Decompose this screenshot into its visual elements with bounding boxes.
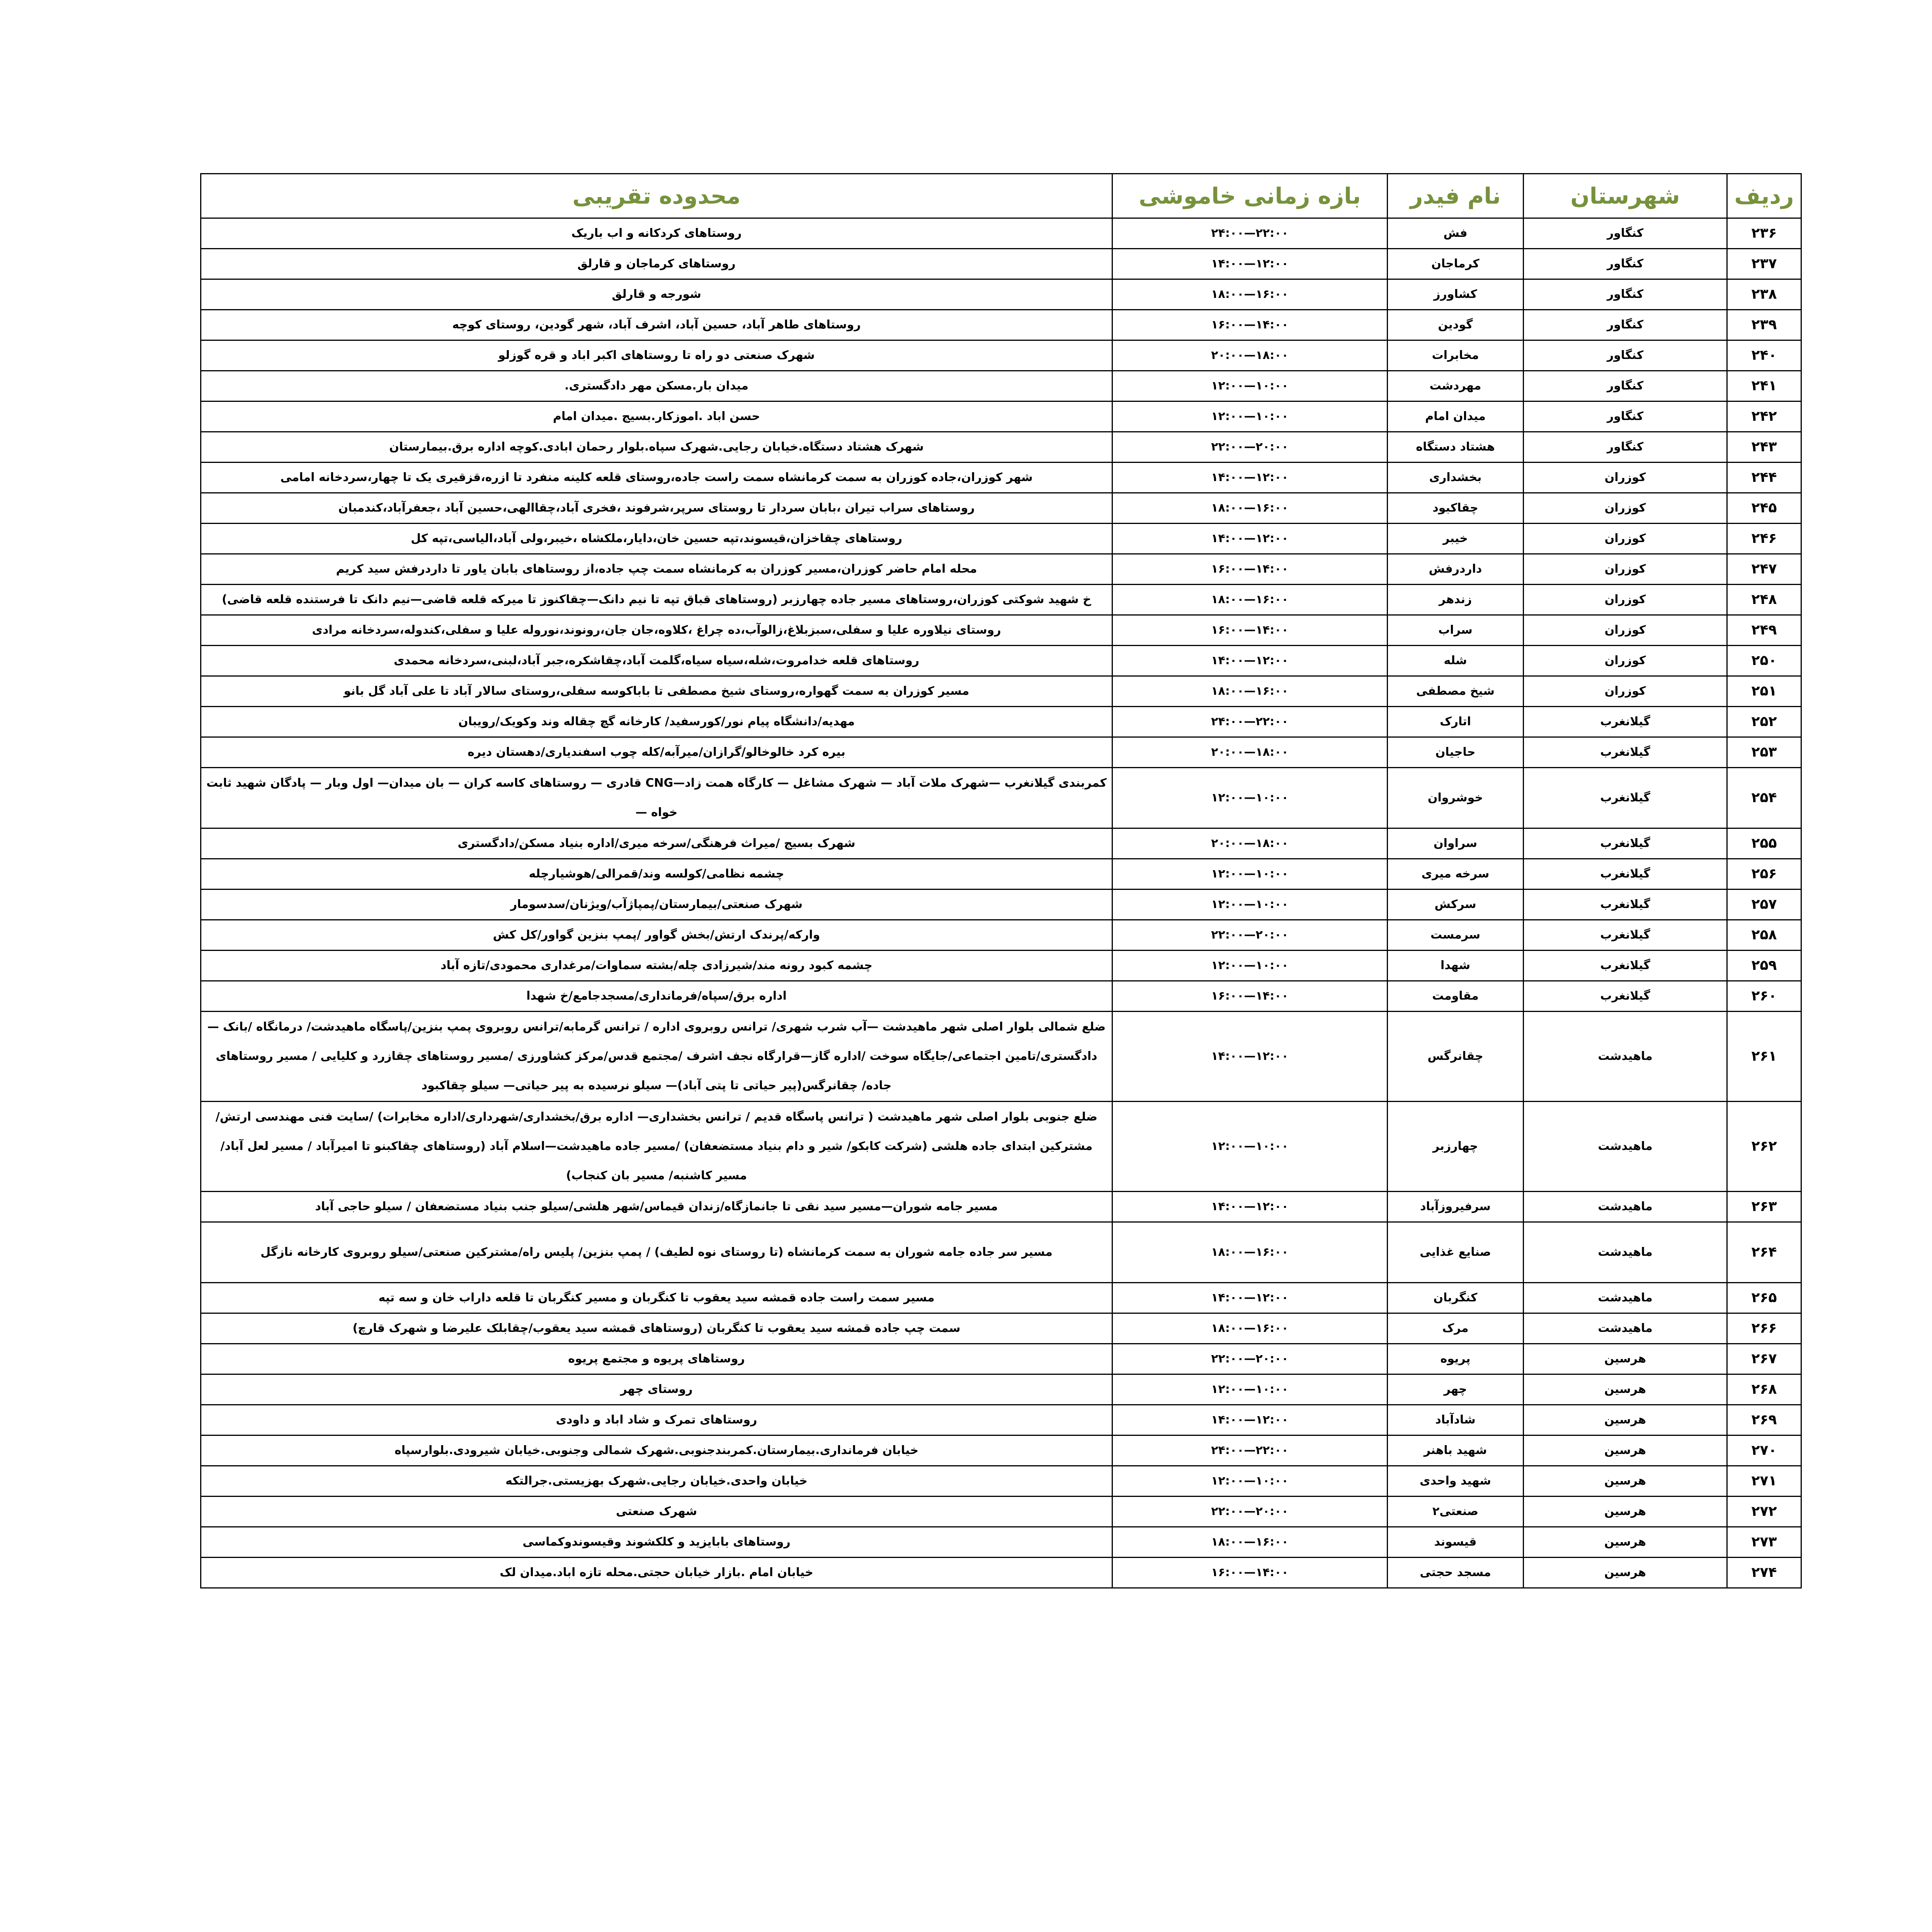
cell-outage-time: ۱۰:۰۰—۱۲:۰۰ — [1112, 1374, 1388, 1405]
table-row — [201, 1466, 1801, 1497]
cell-row-number: ۲۵۱ — [1727, 676, 1801, 707]
cell-outage-time: ۱۰:۰۰—۱۲:۰۰ — [1112, 1466, 1388, 1497]
cell-approximate-area: روستای چهر — [201, 1374, 1112, 1405]
cell-county: کنگاور — [1524, 218, 1727, 249]
table-row — [201, 828, 1801, 859]
cell-feeder-name: شادآباد — [1388, 1405, 1524, 1435]
cell-feeder-name: مرک — [1388, 1313, 1524, 1344]
cell-outage-time: ۱۰:۰۰—۱۲:۰۰ — [1112, 889, 1388, 920]
cell-row-number: ۲۴۵ — [1727, 493, 1801, 524]
cell-outage-time: ۱۶:۰۰—۱۸:۰۰ — [1112, 1527, 1388, 1558]
cell-approximate-area: مسیر سر جاده جامه شوران به سمت کرمانشاه (تا روستای نوه لطیف) / پمپ بنزین/ پلیس راه/مشترکین صنعتی/سیلو روبروی کارخانه نازگل — [201, 1222, 1112, 1283]
cell-outage-time: ۱۰:۰۰—۱۲:۰۰ — [1112, 1102, 1388, 1192]
cell-feeder-name: سرفیروزآباد — [1388, 1192, 1524, 1222]
cell-county: ماهیدشت — [1524, 1192, 1727, 1222]
header-outage-time: بازه زمانی خاموشی — [1112, 174, 1388, 218]
table-row — [201, 646, 1801, 676]
cell-county: ماهیدشت — [1524, 1102, 1727, 1192]
cell-county: کنگاور — [1524, 432, 1727, 463]
table-row — [201, 340, 1801, 371]
cell-county: کوزران — [1524, 646, 1727, 676]
cell-feeder-name: کنگربان — [1388, 1283, 1524, 1313]
cell-county: کنگاور — [1524, 310, 1727, 340]
cell-approximate-area: مهدیه/دانشگاه پیام نور/کورسفید/ کارخانه گچ چقاله وند وکویک/رویبان — [201, 707, 1112, 737]
cell-row-number: ۲۶۹ — [1727, 1405, 1801, 1435]
cell-county: هرسین — [1524, 1558, 1727, 1588]
table-row — [201, 554, 1801, 585]
table-body — [201, 218, 1801, 1588]
cell-approximate-area: شورجه و قارلق — [201, 279, 1112, 310]
cell-approximate-area: اداره برق/سپاه/فرمانداری/مسجدجامع/خ شهدا — [201, 981, 1112, 1012]
cell-approximate-area: شهرک صنعتی دو راه تا روستاهای اکبر اباد و قره گوزلو — [201, 340, 1112, 371]
cell-row-number: ۲۴۳ — [1727, 432, 1801, 463]
table-row — [201, 432, 1801, 463]
cell-feeder-name: کرماجان — [1388, 249, 1524, 279]
cell-feeder-name: پریوه — [1388, 1344, 1524, 1374]
cell-approximate-area: روستاهای کردکانه و اب باریک — [201, 218, 1112, 249]
cell-approximate-area: میدان بار.مسکن مهر دادگستری. — [201, 371, 1112, 401]
cell-outage-time: ۱۰:۰۰—۱۲:۰۰ — [1112, 401, 1388, 432]
cell-feeder-name: شهید واحدی — [1388, 1466, 1524, 1497]
table-row — [201, 889, 1801, 920]
cell-outage-time: ۱۶:۰۰—۱۸:۰۰ — [1112, 493, 1388, 524]
cell-feeder-name: سراب — [1388, 615, 1524, 646]
cell-feeder-name: هشتاد دستگاه — [1388, 432, 1524, 463]
cell-row-number: ۲۴۷ — [1727, 554, 1801, 585]
cell-feeder-name: مسجد حجتی — [1388, 1558, 1524, 1588]
cell-county: هرسین — [1524, 1497, 1727, 1527]
table-row — [201, 737, 1801, 768]
cell-outage-time: ۲۰:۰۰—۲۲:۰۰ — [1112, 1497, 1388, 1527]
table-row — [201, 1222, 1801, 1283]
cell-outage-time: ۱۴:۰۰—۱۶:۰۰ — [1112, 554, 1388, 585]
cell-feeder-name: فش — [1388, 218, 1524, 249]
cell-county: ماهیدشت — [1524, 1283, 1727, 1313]
table-row — [201, 981, 1801, 1012]
cell-approximate-area: روستای نیلاوره علیا و سفلی،سبزبلاغ،زالوآب،ده چراغ ،کلاوه،جان جان،رونوند،نوروله علیا و سفلی،کندوله،سردخانه مرادی — [201, 615, 1112, 646]
cell-row-number: ۲۵۹ — [1727, 951, 1801, 981]
cell-row-number: ۲۴۰ — [1727, 340, 1801, 371]
cell-row-number: ۲۳۷ — [1727, 249, 1801, 279]
table-row — [201, 249, 1801, 279]
cell-feeder-name: شیخ مصطفی — [1388, 676, 1524, 707]
cell-row-number: ۲۶۰ — [1727, 981, 1801, 1012]
cell-outage-time: ۱۲:۰۰—۱۴:۰۰ — [1112, 463, 1388, 493]
table-row — [201, 524, 1801, 554]
cell-outage-time: ۲۰:۰۰—۲۲:۰۰ — [1112, 1344, 1388, 1374]
cell-outage-time: ۲۲:۰۰—۲۴:۰۰ — [1112, 707, 1388, 737]
cell-approximate-area: ضلع شمالی بلوار اصلی شهر ماهیدشت —آب شرب شهری/ ترانس روبروی اداره / ترانس گرمابه/ترانس روبروی پمپ بنزین/پاسگاه ماهیدشت/ درمانگاه /بانک — دادگستری/تامین اجتماعی/جایگاه سوخت /اداره گاز—قرارگاه نجف اشرف /مجتمع قدس/مرکز کشاورزی /مسیر روستاهای چقازرد و کلیایی / مسیر روستاهای جاده/ چقانرگس(پیر حیاتی تا پتی آباد)— سیلو نرسیده به پیر حیاتی— سیلو چقاکبود — [201, 1012, 1112, 1102]
cell-county: ماهیدشت — [1524, 1222, 1727, 1283]
table-row — [201, 1283, 1801, 1313]
cell-outage-time: ۱۴:۰۰—۱۶:۰۰ — [1112, 310, 1388, 340]
cell-approximate-area: شهرک هشتاد دستگاه.خیابان رجایی.شهرک سپاه.بلوار رحمان ابادی.کوچه اداره برق.بیمارستان — [201, 432, 1112, 463]
cell-outage-time: ۱۲:۰۰—۱۴:۰۰ — [1112, 646, 1388, 676]
cell-feeder-name: چقانرگس — [1388, 1012, 1524, 1102]
table-row — [201, 1527, 1801, 1558]
cell-feeder-name: شله — [1388, 646, 1524, 676]
cell-feeder-name: بخشداری — [1388, 463, 1524, 493]
cell-outage-time: ۱۲:۰۰—۱۴:۰۰ — [1112, 1405, 1388, 1435]
table-row — [201, 1313, 1801, 1344]
cell-outage-time: ۱۲:۰۰—۱۴:۰۰ — [1112, 1192, 1388, 1222]
cell-outage-time: ۱۶:۰۰—۱۸:۰۰ — [1112, 585, 1388, 615]
cell-county: ماهیدشت — [1524, 1313, 1727, 1344]
cell-outage-time: ۲۰:۰۰—۲۲:۰۰ — [1112, 920, 1388, 951]
cell-row-number: ۲۴۱ — [1727, 371, 1801, 401]
cell-county: گیلانغرب — [1524, 951, 1727, 981]
table-row — [201, 218, 1801, 249]
cell-outage-time: ۱۰:۰۰—۱۲:۰۰ — [1112, 371, 1388, 401]
cell-approximate-area: روستاهای پریوه و مجتمع پریوه — [201, 1344, 1112, 1374]
cell-outage-time: ۱۶:۰۰—۱۸:۰۰ — [1112, 676, 1388, 707]
cell-feeder-name: سرکش — [1388, 889, 1524, 920]
cell-outage-time: ۲۰:۰۰—۲۲:۰۰ — [1112, 432, 1388, 463]
cell-approximate-area: مسیر سمت راست جاده قمشه سید یعقوب تا کنگربان و مسیر کنگربان تا قلعه داراب خان و سه تپه — [201, 1283, 1112, 1313]
cell-feeder-name: خوشروان — [1388, 768, 1524, 828]
cell-county: هرسین — [1524, 1435, 1727, 1466]
cell-row-number: ۲۵۵ — [1727, 828, 1801, 859]
cell-row-number: ۲۵۰ — [1727, 646, 1801, 676]
table-row — [201, 1435, 1801, 1466]
cell-approximate-area: شهرک صنعتی/بیمارستان/پمپاژآب/ویژنان/سدسومار — [201, 889, 1112, 920]
cell-county: هرسین — [1524, 1374, 1727, 1405]
cell-row-number: ۲۶۶ — [1727, 1313, 1801, 1344]
cell-row-number: ۲۴۹ — [1727, 615, 1801, 646]
cell-county: گیلانغرب — [1524, 920, 1727, 951]
cell-approximate-area: شهر کوزران،جاده کوزران به سمت کرمانشاه سمت راست جاده،روستای قلعه کلینه منفرد تا ازره،قزقیری یک تا چهار،سردخانه امامی — [201, 463, 1112, 493]
cell-row-number: ۲۷۳ — [1727, 1527, 1801, 1558]
cell-feeder-name: خیبر — [1388, 524, 1524, 554]
header-row-number: ردیف — [1727, 174, 1801, 218]
header-approximate-area: محدوده تقریبی — [201, 174, 1112, 218]
cell-outage-time: ۱۲:۰۰—۱۴:۰۰ — [1112, 1012, 1388, 1102]
table-row — [201, 707, 1801, 737]
cell-county: گیلانغرب — [1524, 859, 1727, 889]
cell-feeder-name: حاجیان — [1388, 737, 1524, 768]
cell-approximate-area: روستاهای چقاخزان،قیسوند،تپه حسین خان،دایار،ملکشاه ،خیبر،ولی آباد،الیاسی،تپه کل — [201, 524, 1112, 554]
cell-approximate-area: سمت چپ جاده قمشه سید یعقوب تا کنگربان (روستاهای قمشه سید یعقوب/چقابلک علیرضا و شهرک قارچ) — [201, 1313, 1112, 1344]
cell-county: گیلانغرب — [1524, 768, 1727, 828]
cell-row-number: ۲۶۸ — [1727, 1374, 1801, 1405]
cell-approximate-area: خیابان فرمانداری.بیمارستان.کمربندجنوبی.شهرک شمالی وجنوبی.خیابان شیرودی.بلوارسپاه — [201, 1435, 1112, 1466]
cell-outage-time: ۱۲:۰۰—۱۴:۰۰ — [1112, 524, 1388, 554]
cell-approximate-area: حسن اباد .اموزکار.بسیج .میدان امام — [201, 401, 1112, 432]
cell-row-number: ۲۷۰ — [1727, 1435, 1801, 1466]
cell-row-number: ۲۶۷ — [1727, 1344, 1801, 1374]
header-county: شهرستان — [1524, 174, 1727, 218]
table-row — [201, 1102, 1801, 1192]
cell-row-number: ۲۴۶ — [1727, 524, 1801, 554]
table-row — [201, 1192, 1801, 1222]
cell-county: کوزران — [1524, 554, 1727, 585]
cell-row-number: ۲۴۸ — [1727, 585, 1801, 615]
cell-approximate-area: بیره کرد خالوخالو/گرازان/میرآبه/کله چوب اسفندیاری/دهستان دیره — [201, 737, 1112, 768]
cell-feeder-name: شهید باهنر — [1388, 1435, 1524, 1466]
cell-row-number: ۲۴۲ — [1727, 401, 1801, 432]
table-row — [201, 585, 1801, 615]
table-row — [201, 676, 1801, 707]
cell-county: هرسین — [1524, 1344, 1727, 1374]
cell-approximate-area: روستاهای قلعه خدامروت،شله،سیاه سیاه،گلمت آباد،چقاشکره،جبر آباد،لبنی،سردخانه محمدی — [201, 646, 1112, 676]
cell-outage-time: ۱۶:۰۰—۱۸:۰۰ — [1112, 1313, 1388, 1344]
cell-row-number: ۲۶۵ — [1727, 1283, 1801, 1313]
cell-county: کوزران — [1524, 524, 1727, 554]
cell-approximate-area: کمربندی گیلانغرب —شهرک ملات آباد — شهرک مشاغل — کارگاه همت زاد—CNG قادری — روستاهای کاسه کران — بان میدان— اول وبار — پادگان شهید ثابت خواه — — [201, 768, 1112, 828]
cell-approximate-area: روستاهای بابایزید و کلکشوند وقیسوندوکماسی — [201, 1527, 1112, 1558]
cell-feeder-name: مقاومت — [1388, 981, 1524, 1012]
cell-approximate-area: شهرک بسیج /میراث فرهنگی/سرخه میری/اداره بنیاد مسکن/دادگستری — [201, 828, 1112, 859]
cell-feeder-name: سراوان — [1388, 828, 1524, 859]
table-row — [201, 951, 1801, 981]
cell-county: کنگاور — [1524, 371, 1727, 401]
cell-county: گیلانغرب — [1524, 828, 1727, 859]
cell-feeder-name: گودین — [1388, 310, 1524, 340]
table-row — [201, 768, 1801, 828]
cell-county: گیلانغرب — [1524, 981, 1727, 1012]
cell-outage-time: ۱۸:۰۰—۲۰:۰۰ — [1112, 828, 1388, 859]
cell-county: هرسین — [1524, 1405, 1727, 1435]
cell-approximate-area: خیابان واحدی.خیابان رجایی.شهرک بهزیستی.جرالتکه — [201, 1466, 1112, 1497]
cell-county: هرسین — [1524, 1527, 1727, 1558]
cell-approximate-area: شهرک صنعتی — [201, 1497, 1112, 1527]
cell-approximate-area: محله امام حاضر کوزران،مسیر کوزران به کرمانشاه سمت چپ جاده،از روستاهای بابان یاور تا داردرفش سید کریم — [201, 554, 1112, 585]
cell-row-number: ۲۳۹ — [1727, 310, 1801, 340]
cell-feeder-name: مهردشت — [1388, 371, 1524, 401]
cell-county: کنگاور — [1524, 401, 1727, 432]
table-row — [201, 401, 1801, 432]
cell-row-number: ۲۵۲ — [1727, 707, 1801, 737]
table-row — [201, 371, 1801, 401]
cell-row-number: ۲۳۸ — [1727, 279, 1801, 310]
cell-feeder-name: مخابرات — [1388, 340, 1524, 371]
table-row — [201, 279, 1801, 310]
table-row — [201, 1497, 1801, 1527]
cell-row-number: ۲۵۳ — [1727, 737, 1801, 768]
cell-county: گیلانغرب — [1524, 889, 1727, 920]
cell-row-number: ۲۵۴ — [1727, 768, 1801, 828]
cell-row-number: ۲۵۷ — [1727, 889, 1801, 920]
table-row — [201, 463, 1801, 493]
cell-feeder-name: صنعتی۲ — [1388, 1497, 1524, 1527]
cell-feeder-name: اتارک — [1388, 707, 1524, 737]
cell-county: کوزران — [1524, 676, 1727, 707]
cell-county: کوزران — [1524, 585, 1727, 615]
cell-row-number: ۲۷۱ — [1727, 1466, 1801, 1497]
cell-approximate-area: چشمه کبود رونه مند/شیرزادی چله/بشته سماوات/مرغداری محمودی/تازه آباد — [201, 951, 1112, 981]
table-row — [201, 1405, 1801, 1435]
table-row — [201, 859, 1801, 889]
cell-row-number: ۲۷۲ — [1727, 1497, 1801, 1527]
cell-outage-time: ۱۴:۰۰—۱۶:۰۰ — [1112, 615, 1388, 646]
cell-feeder-name: شهدا — [1388, 951, 1524, 981]
cell-feeder-name: کشاورز — [1388, 279, 1524, 310]
outage-schedule-table — [200, 173, 1802, 1588]
cell-approximate-area: چشمه نظامی/کولسه وند/قمرالی/هوشیارچله — [201, 859, 1112, 889]
cell-row-number: ۲۶۴ — [1727, 1222, 1801, 1283]
cell-outage-time: ۱۸:۰۰—۲۰:۰۰ — [1112, 340, 1388, 371]
table-row — [201, 615, 1801, 646]
table-row — [201, 920, 1801, 951]
cell-approximate-area: روستاهای سراب تیران ،بابان سردار تا روستای سرپر،شرفوند ،فخری آباد،چقاالهی،حسین آباد ،جعفرآباد،کندمبان — [201, 493, 1112, 524]
header-feeder-name: نام فیدر — [1388, 174, 1524, 218]
cell-feeder-name: سرخه میری — [1388, 859, 1524, 889]
cell-outage-time: ۱۶:۰۰—۱۸:۰۰ — [1112, 279, 1388, 310]
table-row — [201, 1012, 1801, 1102]
cell-feeder-name: زندهر — [1388, 585, 1524, 615]
table-row — [201, 1558, 1801, 1588]
cell-outage-time: ۱۴:۰۰—۱۶:۰۰ — [1112, 1558, 1388, 1588]
cell-county: گیلانغرب — [1524, 737, 1727, 768]
cell-county: کنگاور — [1524, 279, 1727, 310]
cell-approximate-area: وارکه/پرندک ارتش/بخش گواور /پمپ بنزین گواور/کل کش — [201, 920, 1112, 951]
cell-outage-time: ۲۲:۰۰—۲۴:۰۰ — [1112, 1435, 1388, 1466]
cell-feeder-name: چقاکبود — [1388, 493, 1524, 524]
cell-row-number: ۲۶۱ — [1727, 1012, 1801, 1102]
table-row — [201, 310, 1801, 340]
cell-outage-time: ۱۲:۰۰—۱۴:۰۰ — [1112, 1283, 1388, 1313]
cell-row-number: ۲۷۴ — [1727, 1558, 1801, 1588]
cell-approximate-area: ضلع جنوبی بلوار اصلی شهر ماهیدشت ( ترانس پاسگاه قدیم / ترانس بخشداری— اداره برق/بخشداری/شهرداری/اداره مخابرات) /سایت فنی مهندسی ارتش/ مشترکین ابتدای جاده هلشی (شرکت کابکو/ شیر و دام بنیاد مستضعفان) /مسیر جاده ماهیدشت—اسلام آباد (روستاهای چقاکبنو تا امیرآباد / مسیر لعل آباد/مسیر کاشنبه/ مسیر بان کنجاب) — [201, 1102, 1112, 1192]
cell-outage-time: ۲۲:۰۰—۲۴:۰۰ — [1112, 218, 1388, 249]
cell-county: کوزران — [1524, 463, 1727, 493]
cell-feeder-name: قیسوند — [1388, 1527, 1524, 1558]
cell-row-number: ۲۴۴ — [1727, 463, 1801, 493]
table-row — [201, 493, 1801, 524]
cell-row-number: ۲۳۶ — [1727, 218, 1801, 249]
cell-county: کوزران — [1524, 615, 1727, 646]
table-row — [201, 1374, 1801, 1405]
cell-outage-time: ۱۲:۰۰—۱۴:۰۰ — [1112, 249, 1388, 279]
cell-feeder-name: چهر — [1388, 1374, 1524, 1405]
cell-feeder-name: سرمست — [1388, 920, 1524, 951]
cell-outage-time: ۱۸:۰۰—۲۰:۰۰ — [1112, 737, 1388, 768]
cell-feeder-name: داردرفش — [1388, 554, 1524, 585]
cell-outage-time: ۱۰:۰۰—۱۲:۰۰ — [1112, 859, 1388, 889]
cell-feeder-name: صنایع غذایی — [1388, 1222, 1524, 1283]
cell-feeder-name: چهارزبر — [1388, 1102, 1524, 1192]
cell-county: کنگاور — [1524, 249, 1727, 279]
cell-approximate-area: روستاهای طاهر آباد، حسین آباد، اشرف آباد، شهر گودین، روستای کوچه — [201, 310, 1112, 340]
table-header-row — [201, 174, 1801, 218]
cell-row-number: ۲۵۶ — [1727, 859, 1801, 889]
cell-outage-time: ۱۴:۰۰—۱۶:۰۰ — [1112, 981, 1388, 1012]
cell-county: هرسین — [1524, 1466, 1727, 1497]
cell-approximate-area: روستاهای کرماجان و قارلق — [201, 249, 1112, 279]
cell-row-number: ۲۶۲ — [1727, 1102, 1801, 1192]
cell-feeder-name: میدان امام — [1388, 401, 1524, 432]
cell-approximate-area: روستاهای تمرک و شاد اباد و داودی — [201, 1405, 1112, 1435]
cell-approximate-area: خیابان امام .بازار خیابان حجتی.محله تازه اباد.میدان لک — [201, 1558, 1112, 1588]
cell-row-number: ۲۶۳ — [1727, 1192, 1801, 1222]
cell-county: ماهیدشت — [1524, 1012, 1727, 1102]
cell-county: گیلانغرب — [1524, 707, 1727, 737]
cell-approximate-area: مسیر جامه شوران—مسیر سید نقی تا جانمازگاه/زندان قیماس/شهر هلشی/سیلو جنب بنیاد مستضعفان / سیلو حاجی آباد — [201, 1192, 1112, 1222]
cell-county: کنگاور — [1524, 340, 1727, 371]
cell-approximate-area: خ شهید شوکتی کوزران،روستاهای مسیر جاده چهارزبر (روستاهای قباق تپه تا نیم دانک—چقاکنوز تا میرکه قلعه قاضی—نیم دانک تا فرستنده قلعه قاضی) — [201, 585, 1112, 615]
cell-outage-time: ۱۶:۰۰—۱۸:۰۰ — [1112, 1222, 1388, 1283]
cell-county: کوزران — [1524, 493, 1727, 524]
cell-outage-time: ۱۰:۰۰—۱۲:۰۰ — [1112, 768, 1388, 828]
cell-approximate-area: مسیر کوزران به سمت گهواره،روستای شیخ مصطفی تا باباکوسه سفلی،روستای سالار آباد تا علی آباد گل بانو — [201, 676, 1112, 707]
cell-outage-time: ۱۰:۰۰—۱۲:۰۰ — [1112, 951, 1388, 981]
table-row — [201, 1344, 1801, 1374]
cell-row-number: ۲۵۸ — [1727, 920, 1801, 951]
